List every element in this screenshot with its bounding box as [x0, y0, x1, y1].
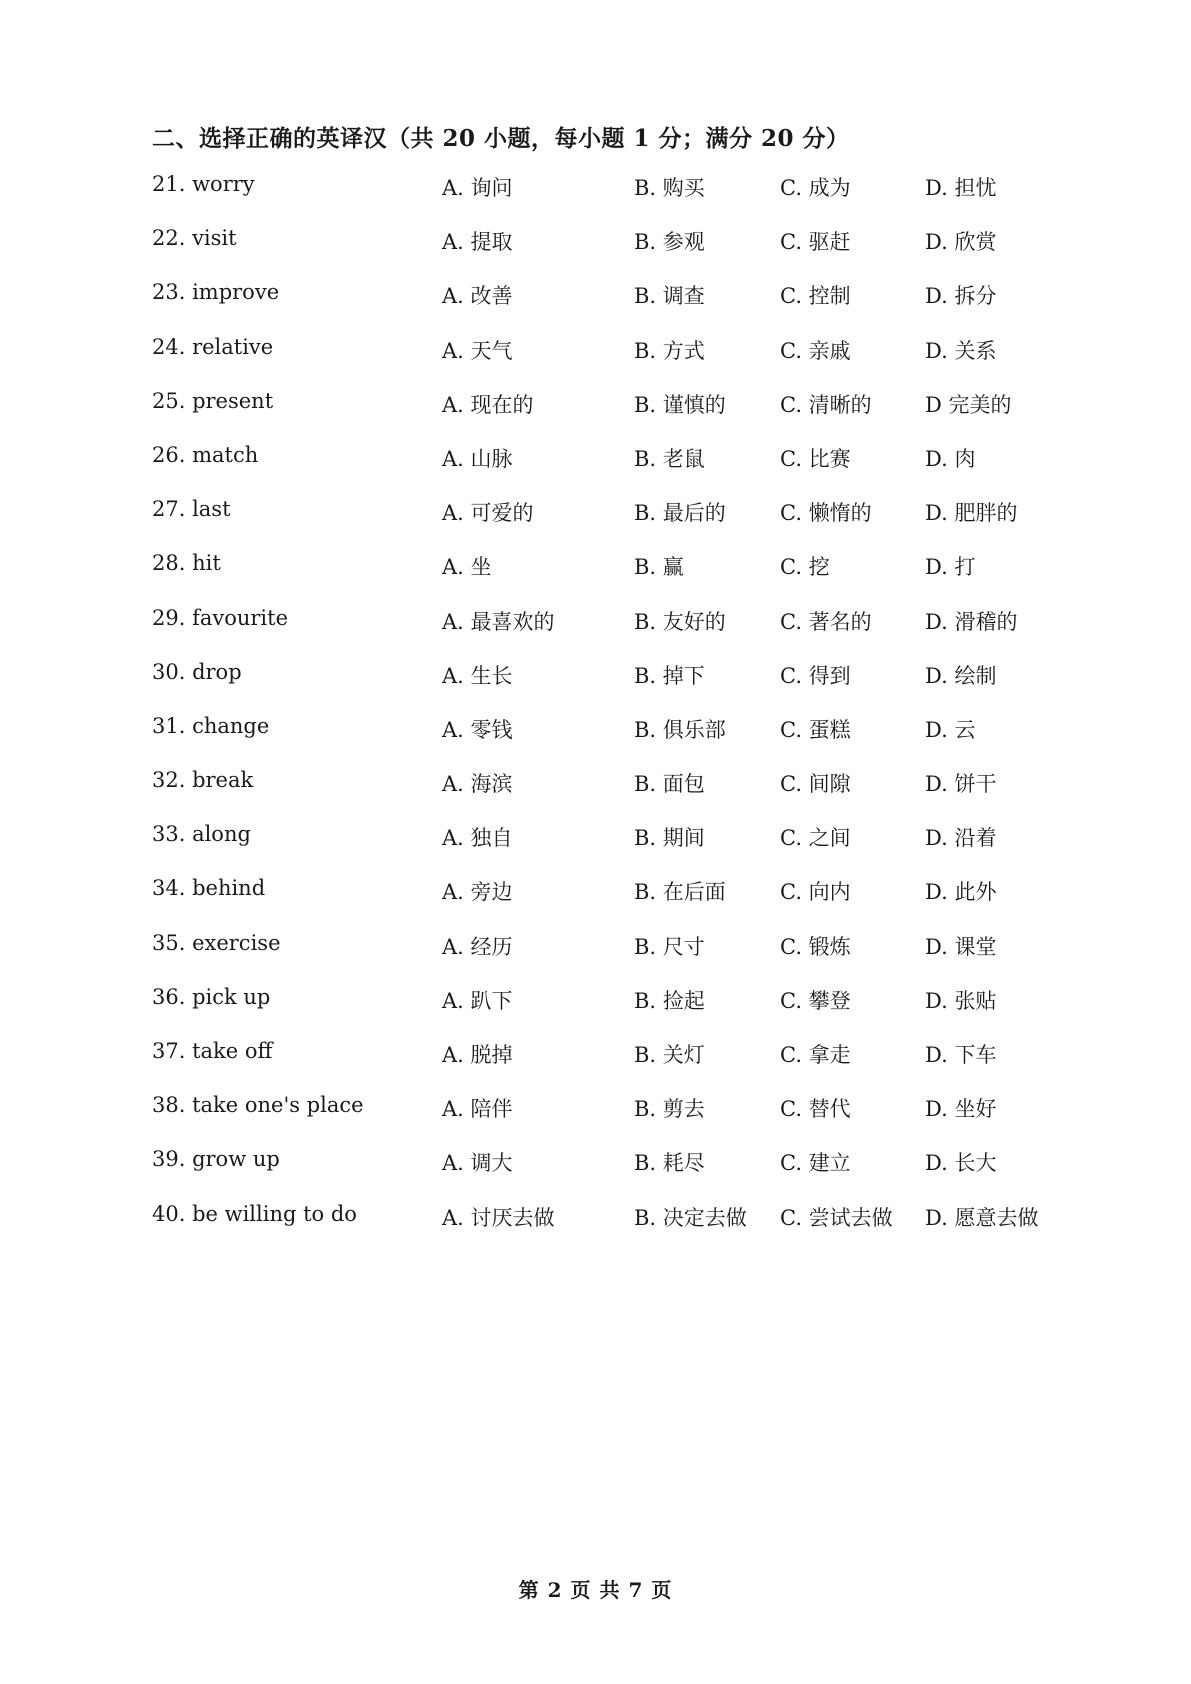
option-b: B. 面包 — [634, 772, 705, 797]
option-c: C. 建立 — [780, 1151, 851, 1176]
question-word: 26. match — [152, 442, 259, 467]
option-d: D. 关系 — [925, 338, 997, 363]
option-a: A. 陪伴 — [442, 1097, 513, 1122]
page-footer: 第 2 页 共 7 页 — [518, 1578, 673, 1602]
option-d: D. 担忧 — [925, 176, 997, 200]
option-c: C. 懒惰的 — [780, 501, 872, 526]
option-c: C. 成为 — [780, 176, 851, 200]
question-word: 34. behind — [152, 876, 266, 901]
option-d: D. 打 — [925, 555, 976, 580]
option-b: B. 在后面 — [634, 880, 726, 905]
question-row — [152, 280, 1072, 334]
option-a: A. 脱掉 — [442, 1043, 513, 1067]
option-b: B. 友好的 — [634, 609, 726, 634]
option-d: D. 欣赏 — [925, 230, 997, 255]
option-a: A. 提取 — [442, 230, 513, 255]
option-b: B. 剪去 — [634, 1097, 705, 1122]
option-a: A. 天气 — [442, 338, 513, 363]
question-row — [152, 172, 1072, 226]
option-a: A. 调大 — [442, 1151, 513, 1176]
option-c: C. 尝试去做 — [780, 1205, 893, 1230]
option-d: D. 肥胖的 — [925, 501, 1018, 526]
option-d: D. 拆分 — [925, 284, 997, 309]
question-word: 35. exercise — [152, 930, 281, 955]
option-c: C. 间隙 — [780, 772, 851, 797]
question-list — [152, 172, 1072, 1256]
option-c: C. 得到 — [780, 663, 851, 688]
option-a: A. 旁边 — [442, 880, 513, 905]
option-c: C. 挖 — [780, 555, 830, 580]
option-a: A. 趴下 — [442, 988, 513, 1013]
question-word: 38. take one's place — [152, 1093, 364, 1118]
question-word: 22. visit — [152, 226, 237, 251]
question-word: 31. change — [152, 713, 270, 738]
option-a: A. 坐 — [442, 555, 492, 580]
option-d: D. 绘制 — [925, 663, 997, 688]
option-a: A. 独自 — [442, 826, 513, 851]
option-b: B. 调查 — [634, 284, 705, 309]
option-c: C. 蛋糕 — [780, 717, 851, 742]
question-row — [152, 1093, 1072, 1147]
option-c: C. 清晰的 — [780, 392, 872, 417]
option-d: D. 滑稽的 — [925, 609, 1018, 634]
question-word: 33. along — [152, 822, 251, 847]
option-c: C. 替代 — [780, 1097, 851, 1122]
option-c: C. 著名的 — [780, 609, 872, 634]
question-row — [152, 335, 1072, 389]
option-a: A. 可爱的 — [442, 501, 534, 526]
option-d: D. 愿意去做 — [925, 1205, 1039, 1230]
option-d: D. 肉 — [925, 446, 976, 471]
question-row — [152, 497, 1072, 551]
option-a: A. 改善 — [442, 284, 513, 309]
question-word: 29. favourite — [152, 605, 289, 630]
question-row — [152, 1147, 1072, 1201]
option-b: B. 捡起 — [634, 988, 705, 1013]
option-b: B. 掉下 — [634, 663, 705, 688]
question-word: 23. improve — [152, 280, 280, 305]
option-c: C. 之间 — [780, 826, 851, 851]
option-c: C. 比赛 — [780, 446, 851, 471]
question-word: 25. present — [152, 388, 274, 413]
option-d: D. 长大 — [925, 1151, 997, 1176]
question-row — [152, 389, 1072, 443]
question-row — [152, 606, 1072, 660]
option-d: D. 张贴 — [925, 988, 997, 1013]
option-b: B. 关灯 — [634, 1043, 705, 1067]
option-b: B. 耗尽 — [634, 1151, 705, 1176]
question-word: 27. last — [152, 497, 231, 522]
question-word: 39. grow up — [152, 1147, 280, 1172]
option-b: B. 购买 — [634, 176, 705, 200]
option-b: B. 赢 — [634, 555, 684, 580]
question-row — [152, 822, 1072, 876]
option-d: D. 沿着 — [925, 826, 997, 851]
option-a: A. 询问 — [442, 176, 513, 200]
option-b: B. 参观 — [634, 230, 705, 255]
option-b: B. 决定去做 — [634, 1205, 747, 1230]
option-d: D 完美的 — [925, 392, 1012, 417]
question-row — [152, 876, 1072, 930]
option-b: B. 尺寸 — [634, 934, 705, 959]
question-row — [152, 1039, 1072, 1093]
question-word: 24. relative — [152, 334, 274, 359]
question-word: 36. pick up — [152, 984, 271, 1009]
question-row — [152, 768, 1072, 822]
option-a: A. 海滨 — [442, 772, 513, 797]
option-c: C. 向内 — [780, 880, 851, 905]
option-d: D. 坐好 — [925, 1097, 997, 1122]
question-word: 32. break — [152, 768, 254, 793]
option-a: A. 山脉 — [442, 446, 513, 471]
question-row — [152, 443, 1072, 497]
question-row — [152, 226, 1072, 280]
option-b: B. 俱乐部 — [634, 717, 726, 742]
option-d: D. 下车 — [925, 1043, 997, 1067]
question-row — [152, 1202, 1072, 1256]
option-a: A. 生长 — [442, 663, 513, 688]
option-a: A. 经历 — [442, 934, 513, 959]
option-c: C. 拿走 — [780, 1043, 851, 1067]
option-b: B. 最后的 — [634, 501, 726, 526]
question-word: 37. take off — [152, 1039, 273, 1063]
option-c: C. 控制 — [780, 284, 851, 309]
question-row — [152, 931, 1072, 985]
option-b: B. 谨慎的 — [634, 392, 726, 417]
option-b: B. 期间 — [634, 826, 705, 851]
option-c: C. 亲戚 — [780, 338, 851, 363]
question-row — [152, 660, 1072, 714]
question-row — [152, 551, 1072, 605]
question-row — [152, 985, 1072, 1039]
section-title: 二、选择正确的英译汉（共 20 小题，每小题 1 分；满分 20 分） — [152, 125, 850, 152]
question-word: 21. worry — [152, 172, 255, 196]
question-word: 40. be willing to do — [152, 1201, 357, 1226]
option-a: A. 零钱 — [442, 717, 513, 742]
option-d: D. 此外 — [925, 880, 997, 905]
option-b: B. 老鼠 — [634, 446, 705, 471]
option-a: A. 最喜欢的 — [442, 609, 555, 634]
option-c: C. 驱赶 — [780, 230, 851, 255]
option-b: B. 方式 — [634, 338, 705, 363]
option-d: D. 饼干 — [925, 772, 997, 797]
option-c: C. 攀登 — [780, 988, 851, 1013]
question-row — [152, 714, 1072, 768]
option-d: D. 云 — [925, 717, 976, 742]
option-c: C. 锻炼 — [780, 934, 851, 959]
option-a: A. 现在的 — [442, 392, 534, 417]
option-d: D. 课堂 — [925, 934, 997, 959]
option-a: A. 讨厌去做 — [442, 1205, 555, 1230]
question-word: 28. hit — [152, 551, 221, 576]
question-word: 30. drop — [152, 659, 242, 684]
